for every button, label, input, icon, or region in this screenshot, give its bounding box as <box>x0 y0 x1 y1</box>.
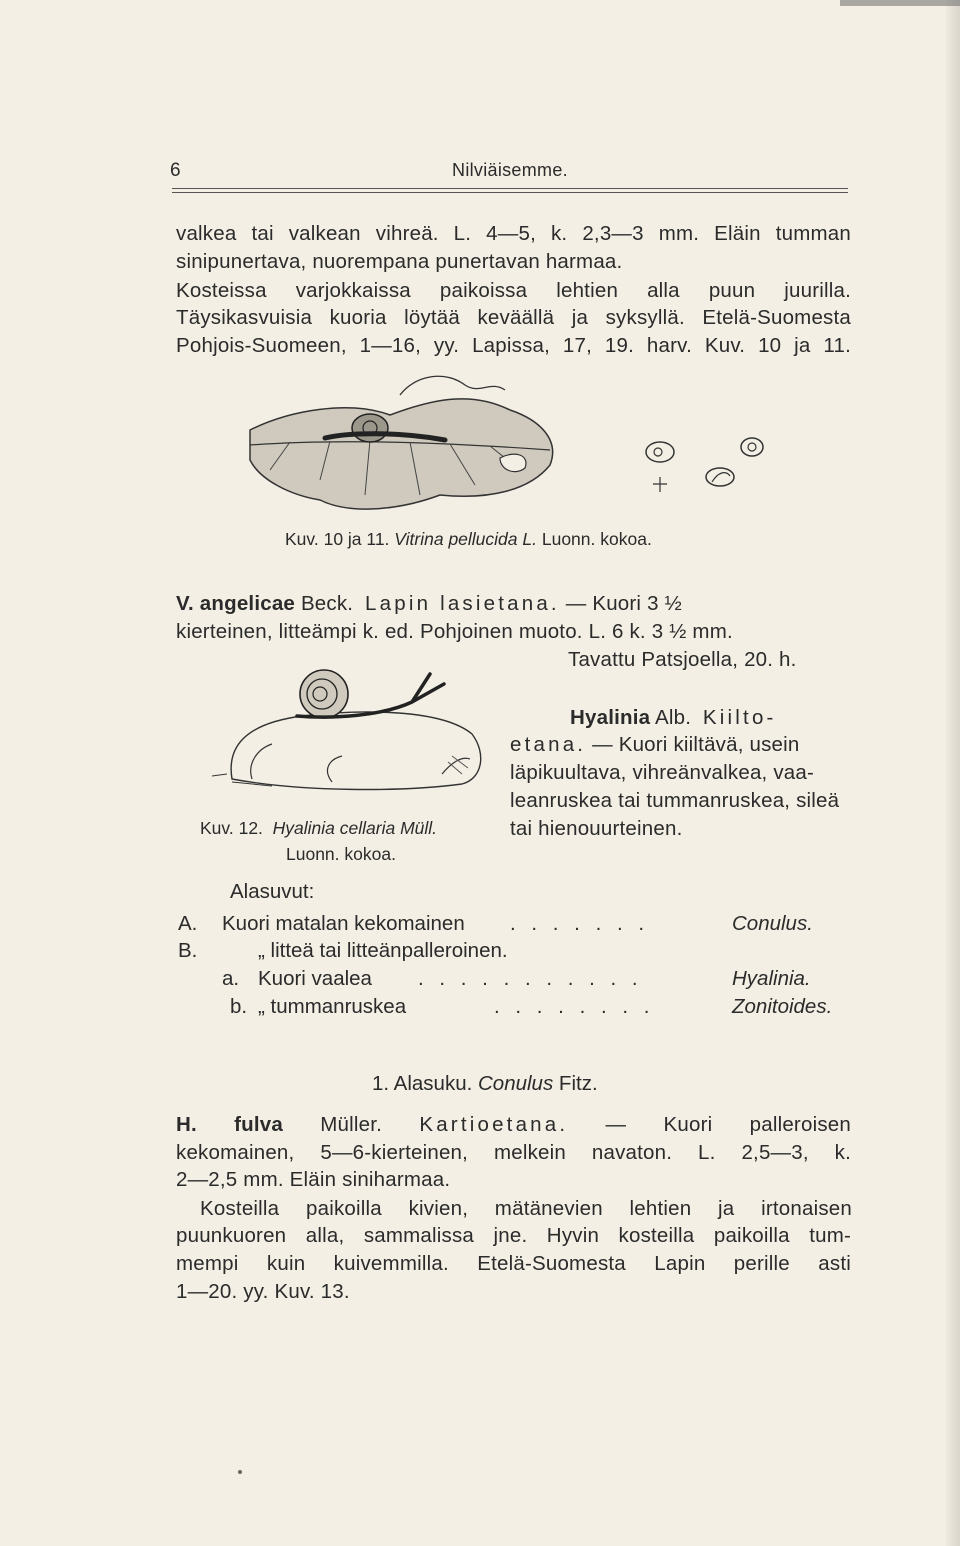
subgenus-prefix: 1. Alasuku. <box>372 1072 473 1095</box>
genus-author: Alb. <box>654 706 692 729</box>
hyalinia-line-4: leanruskea tai tummanruskea, sileä <box>510 789 840 812</box>
running-title: Nilviäisemme. <box>452 160 568 180</box>
shell-detail-illustration <box>640 432 770 492</box>
page-number: 6 <box>170 160 181 181</box>
key-row-text: „ tummanruskea <box>258 995 407 1018</box>
leaf-snail-illustration <box>230 370 580 530</box>
snail-on-stone-illustration <box>212 664 492 814</box>
species-author: Müller. <box>320 1113 383 1136</box>
figure-caption-12 <box>200 818 437 839</box>
species-common-name: Kartioetana. <box>419 1113 569 1136</box>
text-line: Kosteilla paikoilla kivien, mätänevien lehtien ja irtonaisen <box>200 1197 852 1220</box>
hyalinia-line-3: läpikuultava, vihreänvalkea, vaa- <box>510 761 815 784</box>
angelicae-line-3: Tavattu Patsjoella, 20. h. <box>568 648 797 671</box>
text-line: kekomainen, 5—6-kierteinen, melkein navaton. L. 2,5—3, k. <box>176 1141 851 1164</box>
text-line: Kosteissa varjokkaissa paikoissa lehtien alla puun juurilla. <box>176 279 851 302</box>
fulva-line-1 <box>176 1113 851 1137</box>
hyalinia-line-1 <box>570 706 777 730</box>
subgenus-heading <box>372 1072 598 1096</box>
caption-species: Hyalinia cellaria <box>272 818 396 838</box>
key-row-letter: B. <box>178 939 198 962</box>
header-rule-top <box>172 188 848 189</box>
species-common-name: Lapin lasietana. <box>365 592 560 615</box>
page-header <box>170 160 850 190</box>
header-rule-bottom <box>172 192 848 193</box>
caption-suffix: Luonn. kokoa. <box>541 529 652 549</box>
page-edge-shadow <box>946 0 960 1546</box>
key-row-text: Kuori matalan kekomainen <box>222 912 465 935</box>
key-row-text: „ litteä tai litteänpalleroinen. <box>258 939 508 962</box>
angelicae-line-1 <box>176 592 682 616</box>
caption-prefix: Kuv. 12. <box>200 818 263 838</box>
text-line: mempi kuin kuivemmilla. Etelä-Suomesta Lapin perille asti <box>176 1252 851 1275</box>
key-row-genus: Conulus. <box>732 912 813 935</box>
species-author: Beck. <box>300 592 354 615</box>
angelicae-line-2: kierteinen, litteämpi k. ed. Pohjoinen muoto. L. 6 k. 3 ½ mm. <box>176 620 733 643</box>
subgenus-genus: Conulus <box>478 1072 554 1095</box>
species-name: V. angelicae <box>176 592 296 615</box>
caption-author: Müll. <box>400 818 438 838</box>
figure-caption-12-line-2: Luonn. kokoa. <box>286 844 396 864</box>
print-speck <box>238 1470 242 1474</box>
species-name: H. fulva <box>176 1113 284 1136</box>
key-row-letter: b. <box>230 995 248 1018</box>
description-text: — Kuori palleroisen <box>605 1113 851 1136</box>
key-row-letter: a. <box>222 967 240 990</box>
caption-prefix: Kuv. 10 ja 11. <box>285 529 390 549</box>
page-edge-mark <box>840 0 960 6</box>
genus-common-name-part2: etana. <box>510 733 587 756</box>
subgenus-author: Fitz. <box>558 1072 598 1095</box>
genus-name: Hyalinia <box>570 706 651 729</box>
text-line: Pohjois-Suomeen, 1—16, yy. Lapissa, 17, 19. harv. Kuv. 10 ja 11. <box>176 334 851 357</box>
caption-species: Vitrina pellucida L. <box>394 529 537 549</box>
subgenera-heading: Alasuvut: <box>230 880 315 903</box>
genus-common-name-part1: Kiilto- <box>702 706 777 729</box>
text-line: puunkuoren alla, sammalissa jne. Hyvin kosteilla paikoilla tum- <box>176 1224 851 1247</box>
description-text: — Kuori kiiltävä, usein <box>592 733 800 756</box>
hyalinia-line-2 <box>510 733 800 757</box>
text-line: valkea tai valkean vihreä. L. 4—5, k. 2,3—3 mm. Eläin tumman <box>176 222 851 245</box>
key-row-dots: . . . . . . . <box>510 912 650 935</box>
key-row-dots: . . . . . . . . . . . <box>418 967 643 990</box>
text-line: 2—2,5 mm. Eläin siniharmaa. <box>176 1168 451 1191</box>
description-text: — Kuori 3 ½ <box>565 592 682 615</box>
key-row-genus: Hyalinia. <box>732 967 811 990</box>
key-row-letter: A. <box>178 912 198 935</box>
text-line: sinipunertava, nuorempana punertavan harmaa. <box>176 250 623 273</box>
key-row-text: Kuori vaalea <box>258 967 372 990</box>
hyalinia-line-5: tai hienouurteinen. <box>510 817 683 840</box>
key-row-dots: . . . . . . . . <box>494 995 655 1018</box>
key-row-genus: Zonitoides. <box>732 995 833 1018</box>
figure-caption-10-11 <box>285 529 652 550</box>
text-line: Täysikasvuisia kuoria löytää keväällä ja syksyllä. Etelä-Suomesta <box>176 306 851 329</box>
text-line: 1—20. yy. Kuv. 13. <box>176 1280 350 1303</box>
